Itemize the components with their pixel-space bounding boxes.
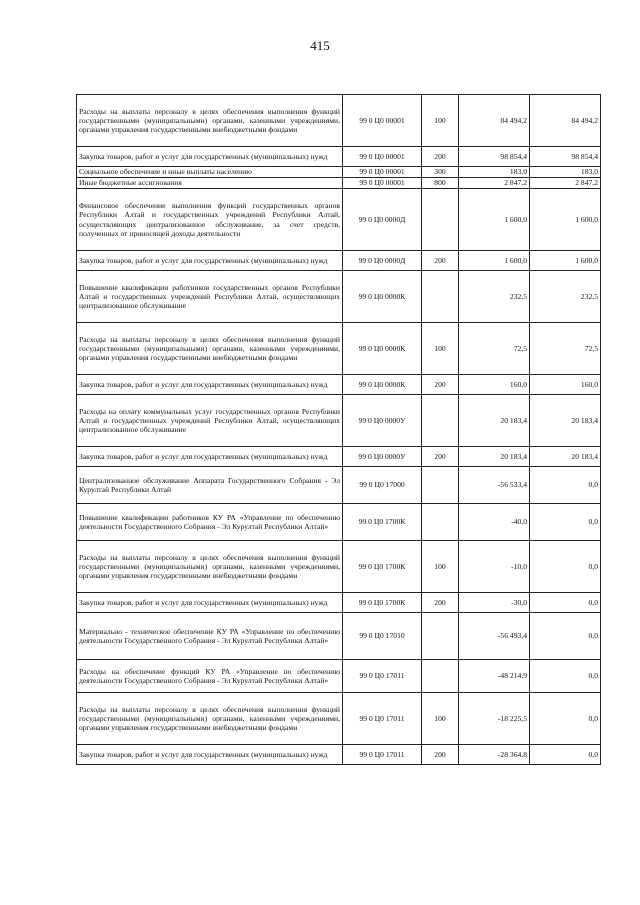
expense-type-code: 200 <box>422 251 459 271</box>
amount-change: 232,5 <box>459 271 530 323</box>
budget-item-name: Закупка товаров, работ и услуг для государственных (муниципальных) нужд <box>77 251 343 271</box>
budget-item-name: Расходы на выплаты персоналу в целях обеспечения выполнения функций государственными (муниципальными) органами, казенными учреждениями, органами управления государственными внебюджетными фондами <box>77 541 343 593</box>
amount-change: 2 847,2 <box>459 178 530 189</box>
target-article-code: 99 0 Ц0 0000У <box>343 395 422 447</box>
amount-change: -40,0 <box>459 504 530 541</box>
amount-change: 72,5 <box>459 323 530 375</box>
target-article-code: 99 0 Ц0 1700К <box>343 593 422 613</box>
budget-table-body <box>77 95 601 765</box>
expense-type-code <box>422 189 459 251</box>
amount-total: 0,0 <box>530 660 601 693</box>
table-row <box>77 745 601 765</box>
table-row <box>77 613 601 660</box>
budget-item-name: Расходы на выплаты персоналу в целях обеспечения выполнения функций государственными (муниципальными) органами, казенными учреждениями, органами управления государственными внебюджетными фондами <box>77 693 343 745</box>
amount-change: -28 364,8 <box>459 745 530 765</box>
amount-change: -30,0 <box>459 593 530 613</box>
budget-item-name: Расходы на выплаты персоналу в целях обеспечения выполнения функций государственными (муниципальными) органами, казенными учреждениями, органами управления государственными внебюджетными фондами <box>77 95 343 147</box>
amount-change: 20 183,4 <box>459 447 530 467</box>
budget-item-name: Закупка товаров, работ и услуг для государственных (муниципальных) нужд <box>77 447 343 467</box>
expense-type-code <box>422 467 459 504</box>
expense-type-code <box>422 504 459 541</box>
budget-item-name: Централизованное обслуживание Аппарата Государственного Собрания - Эл Курултай Республики Алтай <box>77 467 343 504</box>
amount-total: 20 183,4 <box>530 447 601 467</box>
table-row <box>77 323 601 375</box>
expense-type-code <box>422 660 459 693</box>
table-row <box>77 271 601 323</box>
target-article-code: 99 0 Ц0 0000У <box>343 447 422 467</box>
amount-change: 160,0 <box>459 375 530 395</box>
amount-total: 0,0 <box>530 693 601 745</box>
expense-type-code: 200 <box>422 447 459 467</box>
amount-change: -56 493,4 <box>459 613 530 660</box>
amount-change: 84 494,2 <box>459 95 530 147</box>
table-row <box>77 167 601 178</box>
budget-item-name: Закупка товаров, работ и услуг для государственных (муниципальных) нужд <box>77 147 343 167</box>
amount-change: 1 600,0 <box>459 189 530 251</box>
budget-item-name: Расходы на выплаты персоналу в целях обеспечения выполнения функций государственными (муниципальными) органами, казенными учреждениями, органами управления государственными внебюджетными фондами <box>77 323 343 375</box>
amount-total: 232,5 <box>530 271 601 323</box>
table-row <box>77 693 601 745</box>
budget-item-name: Закупка товаров, работ и услуг для государственных (муниципальных) нужд <box>77 745 343 765</box>
budget-item-name: Закупка товаров, работ и услуг для государственных (муниципальных) нужд <box>77 375 343 395</box>
amount-total: 0,0 <box>530 745 601 765</box>
budget-item-name: Расходы на обеспечение функций КУ РА «Управление по обеспечению деятельности Государственного Собрания - Эл Курултай Республики Алтай» <box>77 660 343 693</box>
expense-type-code: 200 <box>422 745 459 765</box>
target-article-code: 99 0 Ц0 00001 <box>343 178 422 189</box>
table-row <box>77 147 601 167</box>
expense-type-code: 800 <box>422 178 459 189</box>
amount-change: -48 214,9 <box>459 660 530 693</box>
target-article-code: 99 0 Ц0 00001 <box>343 147 422 167</box>
amount-total: 72,5 <box>530 323 601 375</box>
amount-change: 1 600,0 <box>459 251 530 271</box>
table-row <box>77 178 601 189</box>
target-article-code: 99 0 Ц0 0000К <box>343 271 422 323</box>
amount-change: 20 183,4 <box>459 395 530 447</box>
table-row <box>77 189 601 251</box>
table-row <box>77 593 601 613</box>
budget-item-name: Расходы на оплату коммунальных услуг государственных органов Республики Алтай и государственных учреждений Республики Алтай, осуществляющих централизованное обслуживание <box>77 395 343 447</box>
budget-item-name: Повышение квалификации работников государственных органов Республики Алтай и государственных учреждений Республики Алтай, осуществляющих централизованное обслуживание <box>77 271 343 323</box>
target-article-code: 99 0 Ц0 0000Д <box>343 251 422 271</box>
budget-item-name: Финансовое обеспечение выполнения функций государственных органов Республики Алтай и государственных учреждений Республики Алтай, осуществляющих централизованное обслуживание, за счет средств, полученных от приносящей доходы деятельности <box>77 189 343 251</box>
expense-type-code: 100 <box>422 693 459 745</box>
expense-type-code: 200 <box>422 593 459 613</box>
amount-total: 98 854,4 <box>530 147 601 167</box>
table-row <box>77 660 601 693</box>
table-row <box>77 541 601 593</box>
amount-total: 160,0 <box>530 375 601 395</box>
table-row <box>77 251 601 271</box>
amount-total: 183,0 <box>530 167 601 178</box>
amount-total: 1 600,0 <box>530 251 601 271</box>
expense-type-code: 300 <box>422 167 459 178</box>
expense-type-code: 200 <box>422 147 459 167</box>
expense-type-code: 100 <box>422 323 459 375</box>
target-article-code: 99 0 Ц0 17010 <box>343 613 422 660</box>
target-article-code: 99 0 Ц0 17000 <box>343 467 422 504</box>
target-article-code: 99 0 Ц0 0000К <box>343 375 422 395</box>
table-row <box>77 467 601 504</box>
target-article-code: 99 0 Ц0 1700К <box>343 541 422 593</box>
amount-total: 0,0 <box>530 613 601 660</box>
amount-change: -10,0 <box>459 541 530 593</box>
amount-change: 98 854,4 <box>459 147 530 167</box>
table-row <box>77 447 601 467</box>
amount-total: 0,0 <box>530 467 601 504</box>
budget-item-name: Социальное обеспечение и иные выплаты населению <box>77 167 343 178</box>
amount-total: 1 600,0 <box>530 189 601 251</box>
amount-total: 84 494,2 <box>530 95 601 147</box>
amount-total: 0,0 <box>530 541 601 593</box>
target-article-code: 99 0 Ц0 0000К <box>343 323 422 375</box>
expense-type-code <box>422 271 459 323</box>
page-number: 415 <box>310 38 330 53</box>
budget-item-name: Закупка товаров, работ и услуг для государственных (муниципальных) нужд <box>77 593 343 613</box>
target-article-code: 99 0 Ц0 00001 <box>343 167 422 178</box>
table-row <box>77 95 601 147</box>
target-article-code: 99 0 Ц0 1700К <box>343 504 422 541</box>
table-row <box>77 395 601 447</box>
expense-type-code: 100 <box>422 541 459 593</box>
table-row <box>77 504 601 541</box>
table-row <box>77 375 601 395</box>
amount-total: 20 183,4 <box>530 395 601 447</box>
amount-change: 183,0 <box>459 167 530 178</box>
budget-item-name: Материально - техническое обеспечение КУ РА «Управление по обеспечению деятельности Государственного Собрания - Эл Курултай Республики Алтай» <box>77 613 343 660</box>
target-article-code: 99 0 Ц0 00001 <box>343 95 422 147</box>
target-article-code: 99 0 Ц0 17011 <box>343 660 422 693</box>
amount-total: 0,0 <box>530 593 601 613</box>
expense-type-code <box>422 613 459 660</box>
amount-total: 0,0 <box>530 504 601 541</box>
expense-type-code <box>422 395 459 447</box>
budget-item-name: Повышение квалификации работников КУ РА «Управление по обеспечению деятельности Государственного Собрания - Эл Курултай Республики Алтай» <box>77 504 343 541</box>
expense-type-code: 200 <box>422 375 459 395</box>
budget-item-name: Иные бюджетные ассигнования <box>77 178 343 189</box>
amount-change: -56 533,4 <box>459 467 530 504</box>
amount-change: -18 225,5 <box>459 693 530 745</box>
target-article-code: 99 0 Ц0 0000Д <box>343 189 422 251</box>
amount-total: 2 847,2 <box>530 178 601 189</box>
target-article-code: 99 0 Ц0 17011 <box>343 745 422 765</box>
expense-type-code: 100 <box>422 95 459 147</box>
target-article-code: 99 0 Ц0 17011 <box>343 693 422 745</box>
budget-table <box>76 94 601 765</box>
